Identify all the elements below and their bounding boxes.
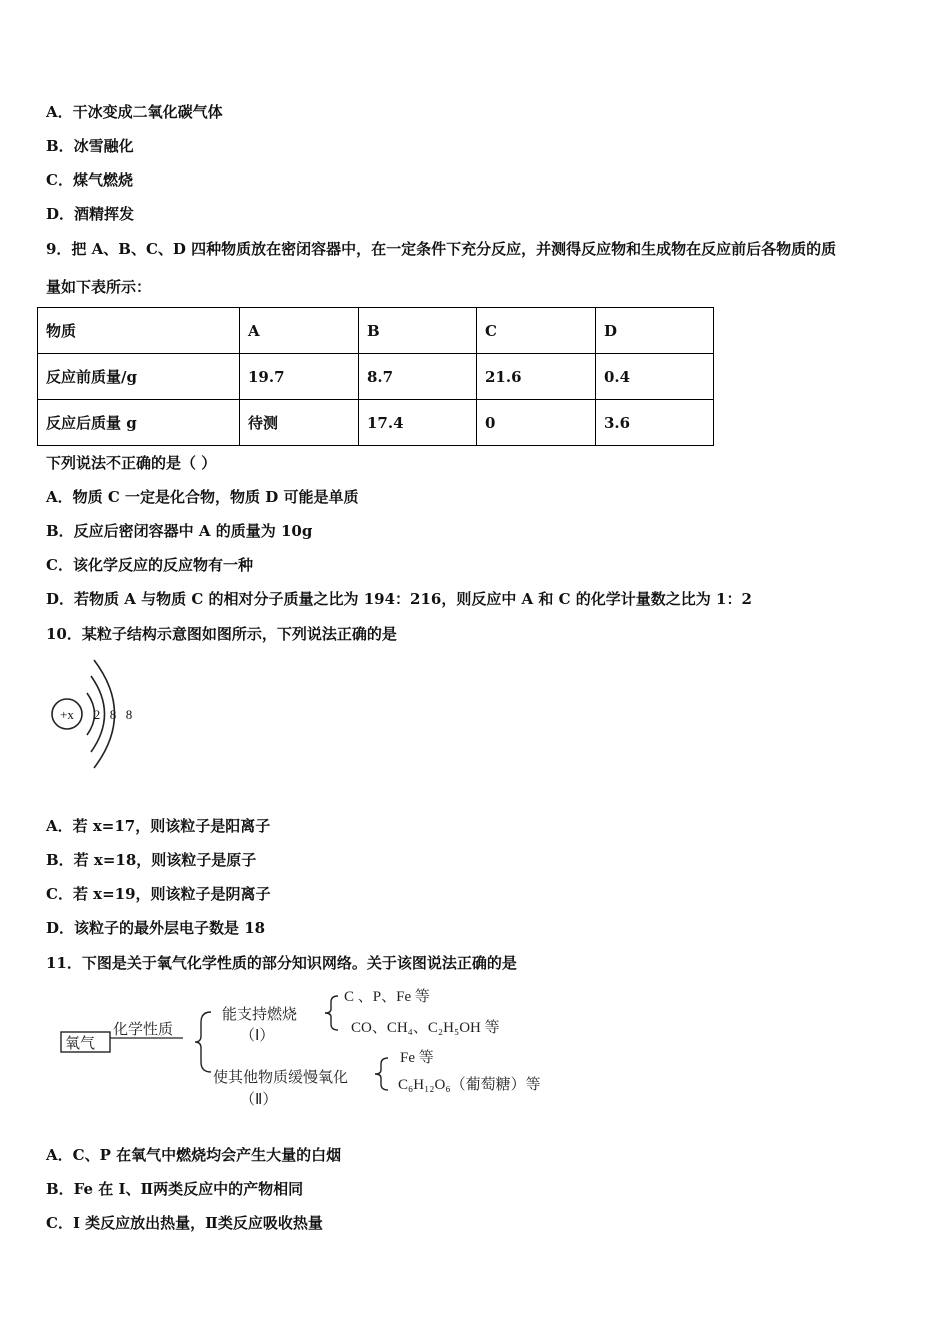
q10-option-a: A．若 x=17，则该粒子是阳离子 (46, 817, 271, 835)
branch2-item-1: Fe 等 (400, 1050, 434, 1066)
q10-option-b: B．若 x=18，则该粒子是原子 (46, 851, 257, 869)
q10-stem: 10．某粒子结构示意图如图所示，下列说法正确的是 (46, 625, 397, 643)
table-row (38, 400, 714, 446)
table-row (38, 354, 714, 400)
q9-stem-line2: 量如下表所示： (46, 278, 152, 296)
table-cell: D (596, 308, 714, 354)
nucleus-label: +x (60, 707, 74, 722)
root-label: 氧气 (65, 1034, 96, 1052)
branch2-tag: （Ⅱ） (240, 1090, 278, 1108)
particle-structure-diagram (40, 650, 150, 775)
table-header-row (38, 308, 714, 354)
table-cell: 反应后质量 g (38, 400, 240, 446)
shell-electrons-3: 8 (125, 707, 133, 722)
q9-prompt: 下列说法不正确的是（ ） (46, 454, 217, 472)
table-cell: 19.7 (240, 354, 359, 400)
table-cell: 21.6 (477, 354, 596, 400)
q11-option-c: C．I 类反应放出热量，Ⅱ类反应吸收热量 (46, 1214, 323, 1232)
q8-option-a: A．干冰变成二氧化碳气体 (46, 103, 223, 121)
q8-option-c: C．煤气燃烧 (46, 171, 133, 189)
table-cell: B (359, 308, 477, 354)
branch2-label: 使其他物质缓慢氧化 (213, 1068, 349, 1086)
table-cell: 0.4 (596, 354, 714, 400)
q8-option-b: B．冰雪融化 (46, 137, 134, 155)
branch1-label: 能支持燃烧 (222, 1005, 298, 1023)
oxygen-knowledge-network (55, 982, 575, 1117)
table-cell: 反应前质量/g (38, 354, 240, 400)
q9-option-a: A．物质 C 一定是化合物，物质 D 可能是单质 (46, 488, 359, 506)
table-cell: 待测 (240, 400, 359, 446)
branch2-item-2: C₆H₁₂O₆（葡萄糖）等 (398, 1077, 541, 1093)
table-cell: 物质 (38, 308, 240, 354)
q9-option-d: D．若物质 A 与物质 C 的相对分子质量之比为 194：216，则反应中 A 和 C 的化学计量数之比为 1：2 (46, 590, 752, 608)
q11-option-b: B．Fe 在 I、Ⅱ两类反应中的产物相同 (46, 1180, 304, 1198)
branch2-brace (375, 1058, 388, 1090)
shell-electrons-1: 2 (93, 707, 101, 722)
q11-stem: 11．下图是关于氧气化学性质的部分知识网络。关于该图说法正确的是 (46, 954, 517, 972)
q11-option-a: A．C、P 在氧气中燃烧均会产生大量的白烟 (46, 1146, 342, 1164)
branch1-item-2: CO、CH₄、C₂H₅OH 等 (351, 1020, 500, 1036)
q9-stem-line1: 9．把 A、B、C、D 四种物质放在密闭容器中，在一定条件下充分反应，并测得反应物和生成物在反应前后各物质的质 (46, 240, 837, 258)
branch1-tag: （Ⅰ） (240, 1026, 275, 1044)
q10-option-c: C．若 x=19，则该粒子是阴离子 (46, 885, 271, 903)
table-cell: A (240, 308, 359, 354)
table-cell: 3.6 (596, 400, 714, 446)
q9-option-c: C．该化学反应的反应物有一种 (46, 556, 253, 574)
property-label: 化学性质 (113, 1020, 174, 1038)
shell-electrons-2: 8 (109, 707, 117, 722)
branch1-brace (325, 996, 338, 1030)
q8-option-d: D．酒精挥发 (46, 205, 135, 223)
q10-option-d: D．该粒子的最外层电子数是 18 (46, 919, 266, 937)
main-brace (195, 1012, 211, 1072)
q9-option-b: B．反应后密闭容器中 A 的质量为 10g (46, 522, 313, 540)
table-cell: 0 (477, 400, 596, 446)
table-cell: 8.7 (359, 354, 477, 400)
branch1-item-1: C 、P、Fe 等 (344, 989, 430, 1005)
table-cell: C (477, 308, 596, 354)
table-cell: 17.4 (359, 400, 477, 446)
mass-table (37, 307, 714, 446)
